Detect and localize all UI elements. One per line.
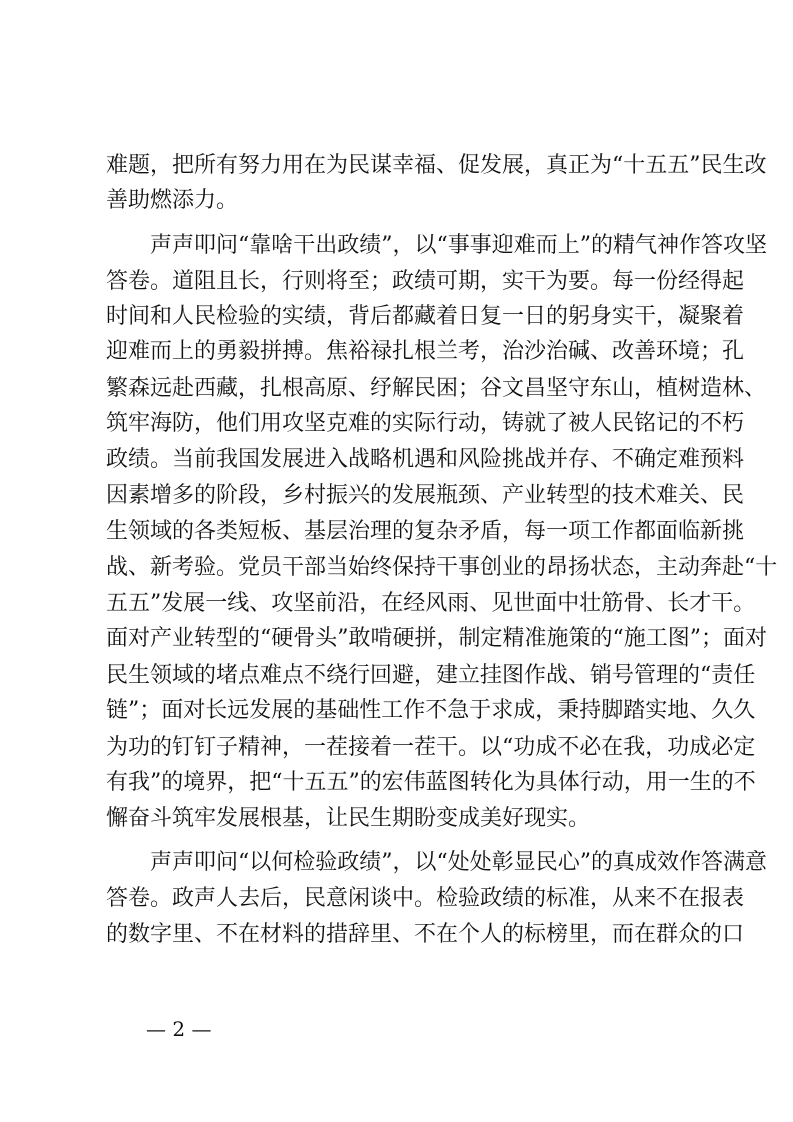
text-line: 政绩。当前我国发展进入战略机遇和风险挑战并存、不确定难预料 [106,447,745,472]
text-line: 民生领域的堵点难点不绕行回避，建立挂图作战、销号管理的“责任 [106,663,756,688]
text-line: 声声叩问“以何检验政绩”，以“处处彰显民心”的真成效作答满意 [106,850,767,875]
text-line: 难题，把所有努力用在为民谋幸福、促发展，真正为“十五五”民生改 [106,153,767,178]
page-number: — 2 — [146,1017,212,1041]
text-line: 面对产业转型的“硬骨头”敢啃硬拼，制定精准施策的“施工图”；面对 [106,626,767,651]
text-line: 时间和人民检验的实绩，背后都藏着日复一日的躬身实干，凝聚着 [106,304,745,329]
text-line: 迎难而上的勇毅拼搏。焦裕禄扎根兰考，治沙治碱、改善环境；孔 [106,339,745,364]
text-line: 声声叩问“靠啥干出政绩”，以“事事迎难而上”的精气神作答攻坚 [106,233,767,258]
text-line: 筑牢海防，他们用攻坚克难的实际行动，铸就了被人民铭记的不朽 [106,411,745,436]
text-line: 答卷。政声人去后，民意闲谈中。检验政绩的标准，从来不在报表 [106,886,745,911]
text-line: 懈奋斗筑牢发展根基，让民生期盼变成美好现实。 [106,806,591,831]
text-line: 有我”的境界，把“十五五”的宏伟蓝图转化为具体行动，用一生的不 [106,770,756,795]
text-line: 战、新考验。党员干部当始终保持干事创业的昂扬状态，主动奔赴“十 [106,555,778,580]
text-line: 五五”发展一线、攻坚前沿，在经风雨、见世面中壮筋骨、长才干。 [106,591,756,616]
text-line: 链”；面对长远发展的基础性工作不急于求成，秉持脚踏实地、久久 [106,698,756,723]
text-line: 为功的钉钉子精神，一茬接着一茬干。以“功成不必在我，功成必定 [106,735,756,760]
text-line: 生领域的各类短板、基层治理的复杂矛盾，每一项工作都面临新挑 [106,519,745,544]
text-line: 答卷。道阻且长，行则将至；政绩可期，实干为要。每一份经得起 [106,269,745,294]
text-line: 因素增多的阶段，乡村振兴的发展瓶颈、产业转型的技术难关、民 [106,483,745,508]
text-line: 繁森远赴西藏，扎根高原、纾解民困；谷文昌坚守东山，植树造林、 [106,376,767,401]
text-line: 善助燃添力。 [106,188,239,213]
text-line: 的数字里、不在材料的措辞里、不在个人的标榜里，而在群众的口 [106,922,745,947]
